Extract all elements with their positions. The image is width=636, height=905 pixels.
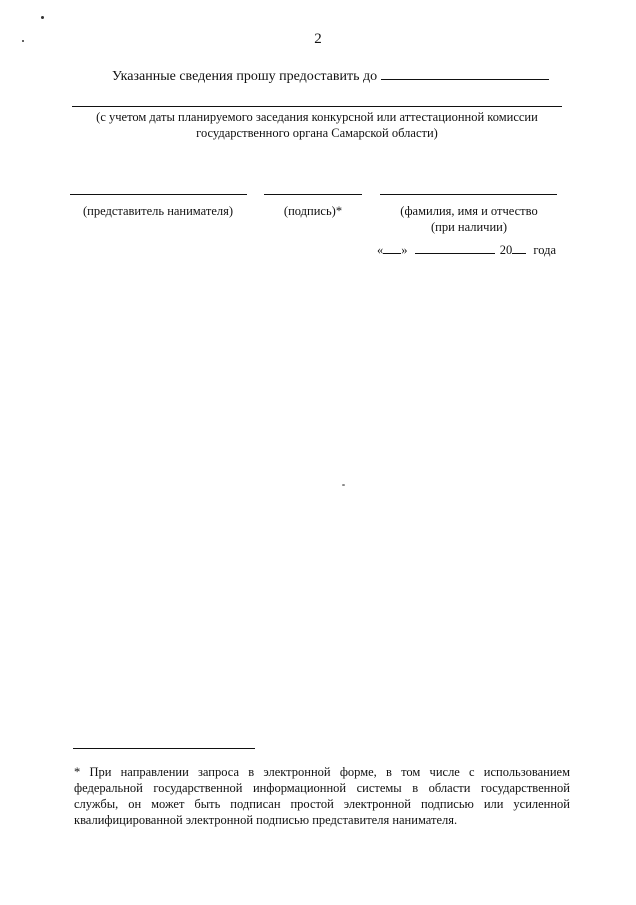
date-close-quote: » xyxy=(401,243,408,257)
year-word: года xyxy=(533,243,556,257)
request-text: Указанные сведения прошу предоставить до xyxy=(112,69,378,84)
scan-speck xyxy=(41,16,44,19)
year-blank[interactable] xyxy=(512,242,526,254)
month-blank[interactable] xyxy=(415,242,495,254)
signature-label: (подпись)* xyxy=(283,204,343,218)
date-line xyxy=(377,242,556,258)
footnote: * При направлении запроса в электронной форме, в том числе с использованием федеральной государственной информационной системы в области государственной службы, он может быть подписан простой электронной подписью или усиленной квалифицированной электронной подписью представителя нанимателя. xyxy=(74,765,570,827)
request-line xyxy=(112,66,549,85)
page-number: 2 xyxy=(314,31,322,47)
deadline-note-line1: (с учетом даты планируемого заседания конкурсной или аттестационной комиссии xyxy=(96,110,538,124)
representative-line[interactable] xyxy=(70,194,247,195)
full-name-line[interactable] xyxy=(380,194,557,195)
deadline-blank[interactable] xyxy=(381,66,549,80)
scan-speck xyxy=(22,40,24,42)
full-name-label-line1: (фамилия, имя и отчество xyxy=(400,204,538,218)
representative-label: (представитель нанимателя) xyxy=(82,204,234,218)
scan-speck xyxy=(342,484,345,486)
deadline-note xyxy=(72,109,562,141)
date-open-quote: « xyxy=(377,243,384,257)
full-name-label xyxy=(374,203,564,235)
deadline-detail-blank[interactable] xyxy=(72,106,562,107)
day-blank[interactable] xyxy=(383,242,401,254)
footnote-separator xyxy=(73,748,255,749)
signature-line[interactable] xyxy=(264,194,362,195)
full-name-label-line2: (при наличии) xyxy=(430,220,508,234)
deadline-note-line2: государственного органа Самарской области) xyxy=(196,126,438,140)
date-century: 20 xyxy=(499,243,513,257)
